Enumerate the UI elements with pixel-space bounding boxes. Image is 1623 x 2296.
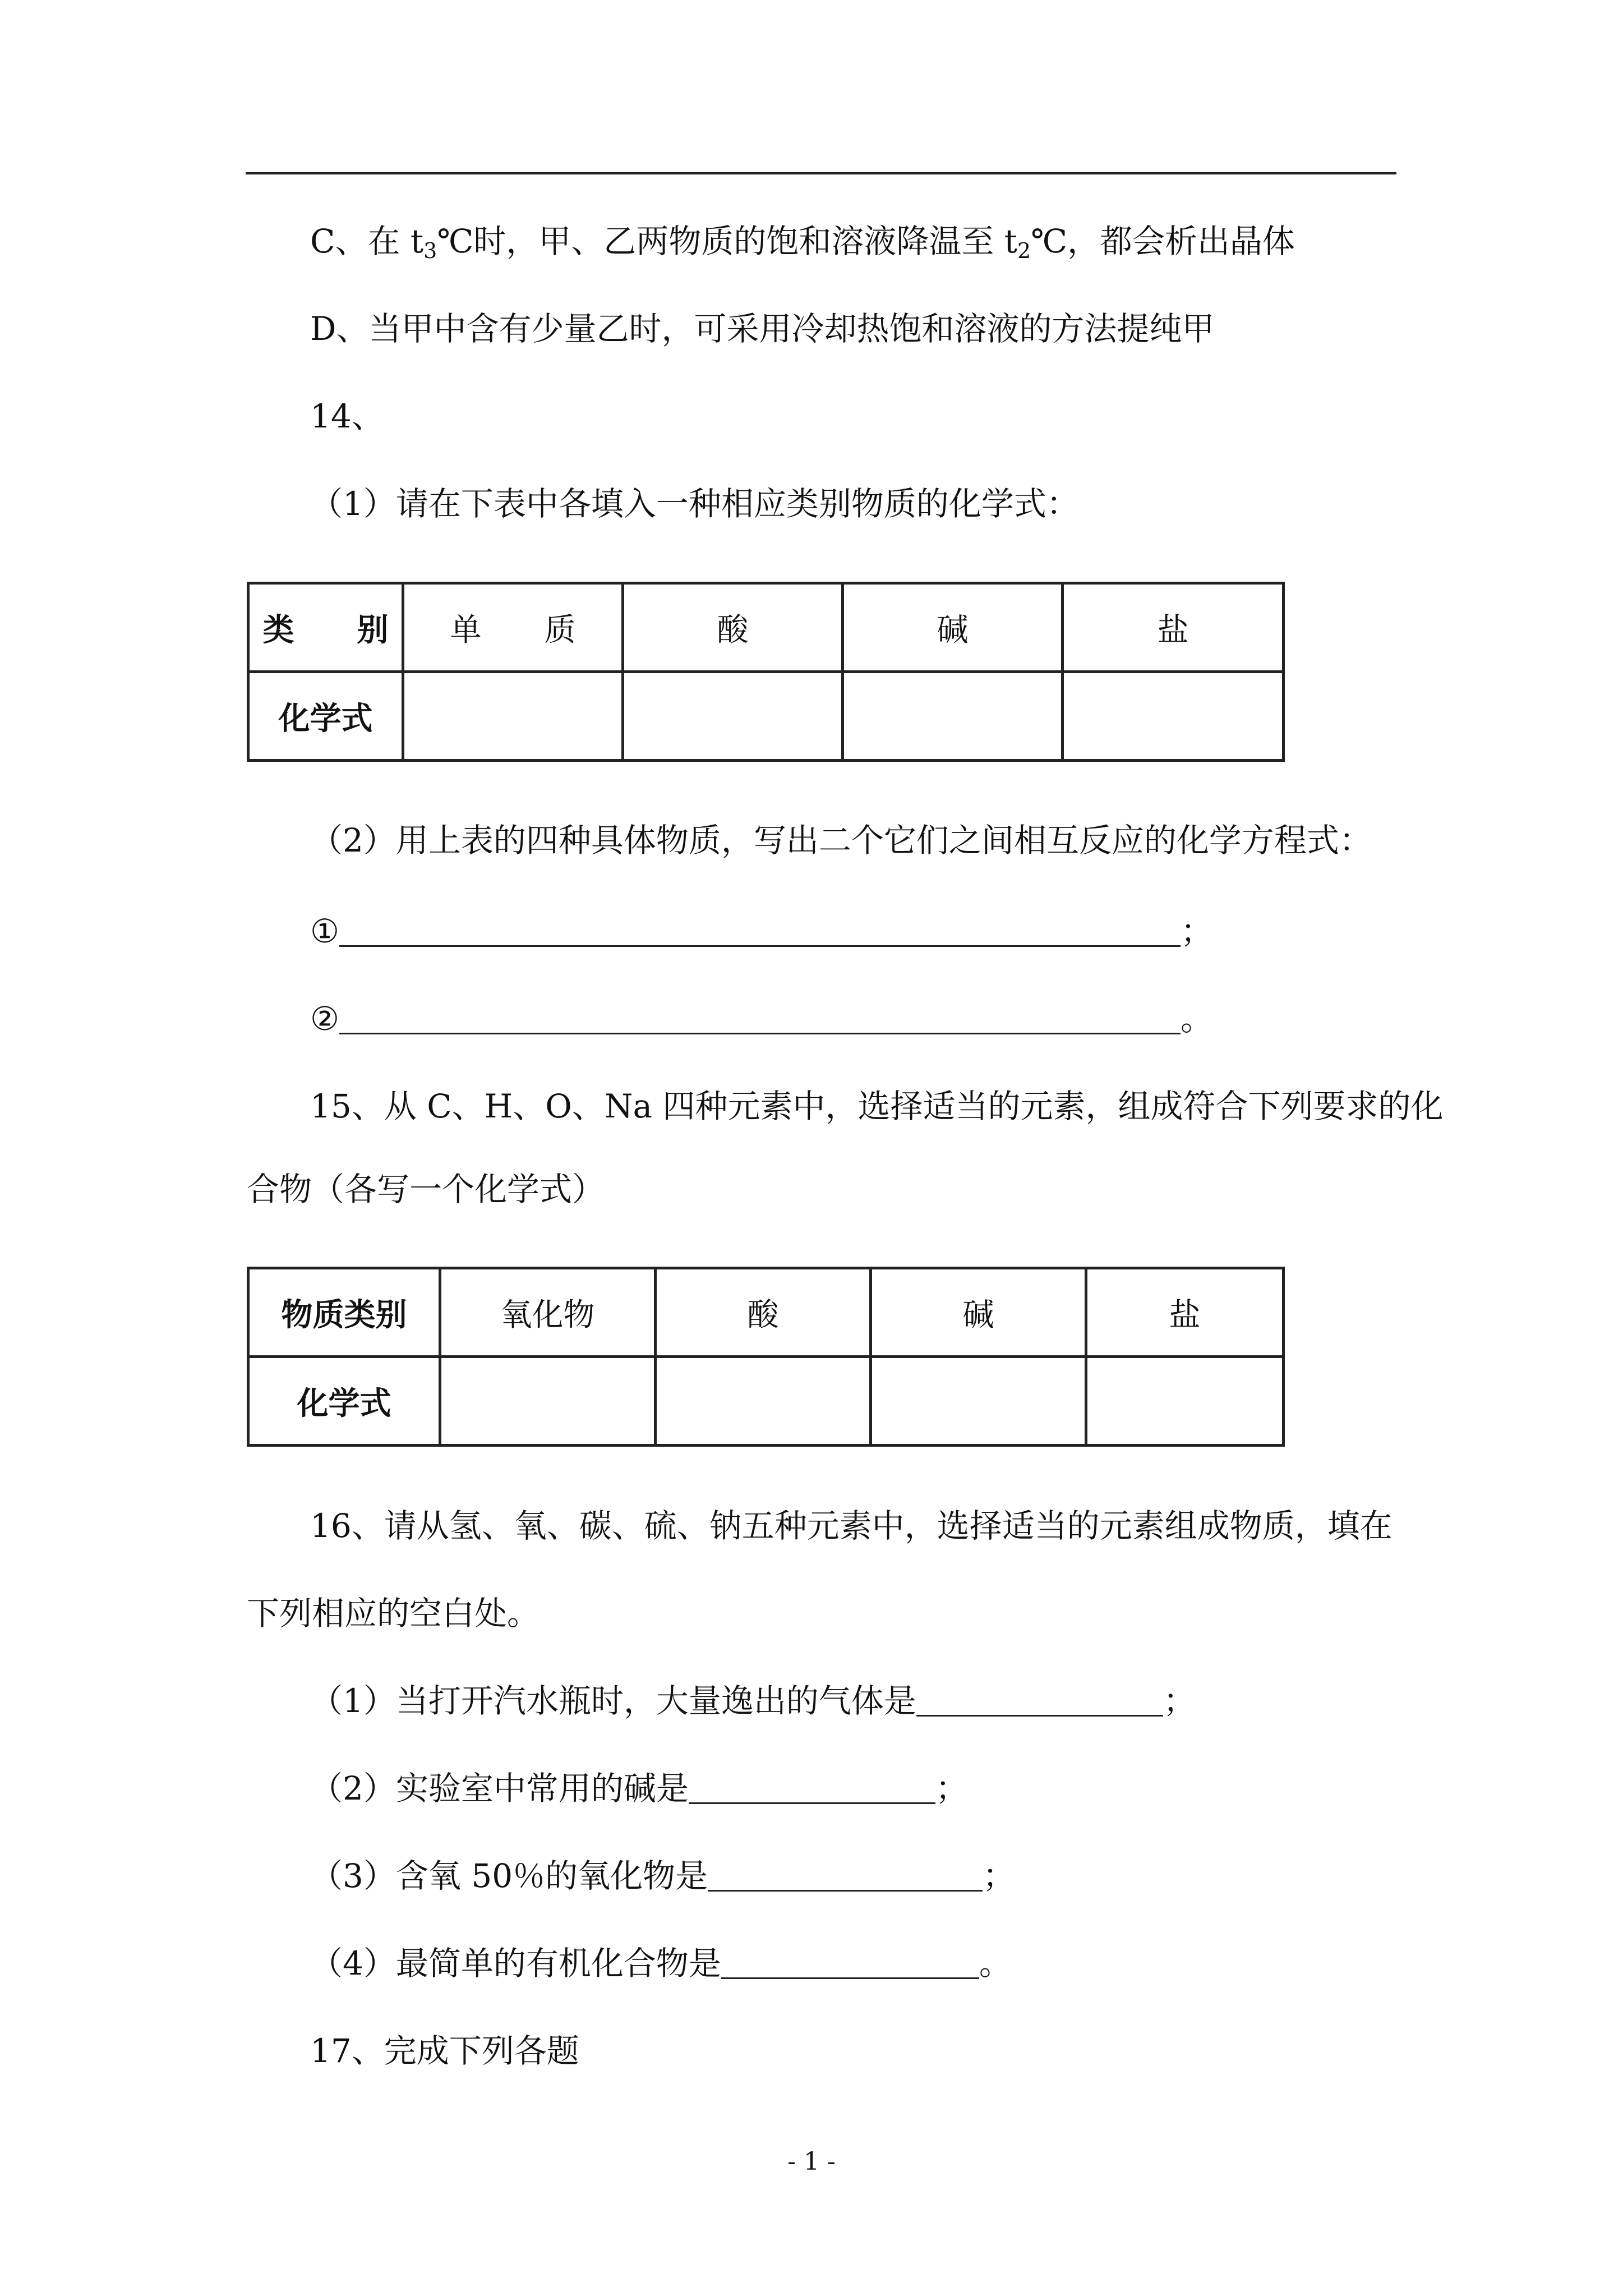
- q16-item-2: （2）实验室中常用的碱是 ；: [310, 1769, 968, 1807]
- q14-part2-prompt: （2）用上表的四种具体物质，写出二个它们之间相互反应的化学方程式：: [310, 821, 1372, 859]
- q16-item-1: （1）当打开汽水瓶时，大量逸出的气体是 ；: [310, 1682, 1196, 1720]
- q16-answer-blank[interactable]: [721, 1946, 979, 1979]
- q15-col-header: 盐: [1086, 1268, 1284, 1357]
- q15-table-header-row: [248, 1268, 1284, 1357]
- circled-two-marker: ②: [310, 1000, 339, 1038]
- q14-answer-cell[interactable]: [843, 672, 1063, 761]
- header-rule: [246, 172, 1396, 174]
- q15-answer-cell[interactable]: [440, 1357, 656, 1446]
- q16-item-4: （4）最简单的有机化合物是 。: [310, 1944, 1012, 1982]
- equation-1-blank[interactable]: [339, 914, 1181, 947]
- q14-table-answer-row: [248, 672, 1284, 761]
- q14-col-header: 盐: [1063, 583, 1284, 672]
- q15-col-header: 碱: [871, 1268, 1086, 1357]
- q14-number: 14、: [310, 397, 384, 435]
- q14-row-header-formula: 化学式: [248, 672, 403, 761]
- q16-answer-blank[interactable]: [689, 1771, 935, 1804]
- q15-col-header: 氧化物: [440, 1268, 656, 1357]
- q14-equation-1: ① ；: [310, 912, 1214, 950]
- q15-table-answer-row: [248, 1357, 1284, 1446]
- q15-answer-cell[interactable]: [656, 1357, 871, 1446]
- q16-item-3: （3）含氧 50％的氧化物是 ；: [310, 1857, 1016, 1895]
- q13-option-c: C、在 $t_3℃$时，甲、乙两物质的饱和溶液降温至 $t_2℃$，都会析出晶体: [310, 222, 1295, 263]
- q16-prompt-line1: 16、请从氢、氧、碳、硫、钠五种元素中，选择适当的元素组成物质，填在: [310, 1507, 1393, 1545]
- q15-row-header-category: 物质类别: [248, 1268, 440, 1357]
- q15-answer-cell[interactable]: [1086, 1357, 1284, 1446]
- q14-part1-prompt: （1）请在下表中各填入一种相应类别物质的化学式：: [310, 485, 1079, 523]
- q15-answer-cell[interactable]: [871, 1357, 1086, 1446]
- q14-col-header: 酸: [623, 583, 843, 672]
- q14-col-header: 单 质: [403, 583, 623, 672]
- q15-prompt-line1: 15、从 C、H、O、Na 四种元素中，选择适当的元素，组成符合下列要求的化: [310, 1087, 1444, 1125]
- q16-answer-blank[interactable]: [708, 1858, 983, 1892]
- equation-2-blank[interactable]: [339, 1001, 1181, 1034]
- q13-option-d: D、当甲中含有少量乙时，可采用冷却热饱和溶液的方法提纯甲: [310, 310, 1215, 348]
- q15-table: [247, 1267, 1285, 1447]
- q14-col-header: 碱: [843, 583, 1063, 672]
- q15-prompt-line2: 合物（各写一个化学式）: [247, 1170, 605, 1208]
- q14-answer-cell[interactable]: [623, 672, 843, 761]
- q16-answer-blank[interactable]: [916, 1683, 1163, 1717]
- q15-row-header-formula: 化学式: [248, 1357, 440, 1446]
- q17-prompt: 17、完成下列各题: [310, 2032, 579, 2070]
- circled-one-marker: ①: [310, 912, 339, 950]
- page-number: - 1 -: [787, 2147, 836, 2176]
- q14-equation-2: ② 。: [310, 1000, 1214, 1038]
- q14-table-header-row: [248, 583, 1284, 672]
- q14-row-header-category: 类 别: [248, 583, 403, 672]
- q14-answer-cell[interactable]: [403, 672, 623, 761]
- q15-col-header: 酸: [656, 1268, 871, 1357]
- q14-answer-cell[interactable]: [1063, 672, 1284, 761]
- q16-prompt-line2: 下列相应的空白处。: [247, 1594, 540, 1632]
- q14-table: [247, 582, 1285, 762]
